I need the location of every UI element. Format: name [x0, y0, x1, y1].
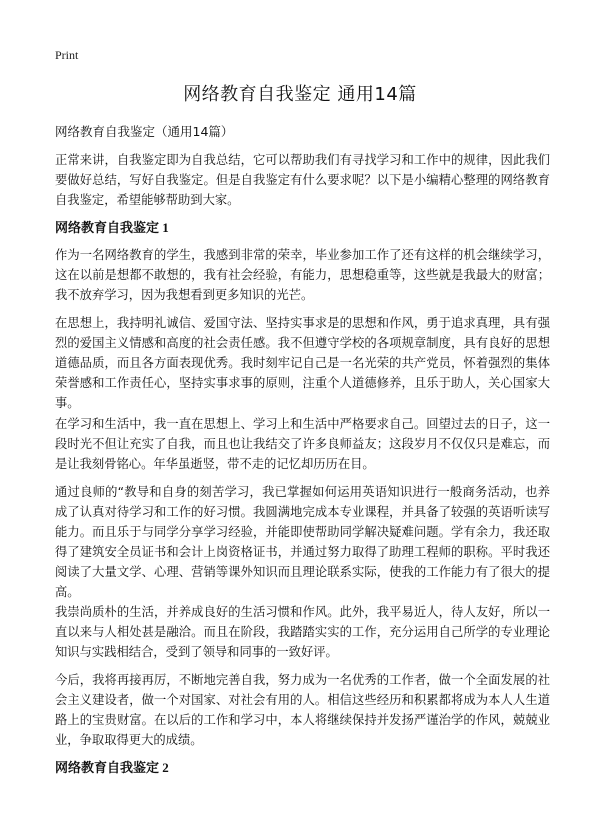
document-subtitle: 网络教育自我鉴定（通用14篇）	[55, 124, 234, 139]
print-link[interactable]: Print	[55, 48, 79, 62]
intro-paragraph: 正常来讲，自我鉴定即为自我总结，它可以帮助我们有寻找学习和工作中的规律，因此我们要做好总结，写好自我鉴定。但是自我鉴定有什么要求呢？以下是小编精心整理的网络教育自我鉴定，希望能够帮助到大家。	[55, 153, 550, 207]
section-1-paragraph-6: 今后，我将再接再厉，不断地完善自我，努力成为一名优秀的工作者，做一个全面发展的社会主义建设者，做一个对国家、对社会有用的人。相信这些经历和积累都将成为本人人生道路上的宝贵财富。在以后的工作和学习中，本人将继续保持并发扬严谨治学的作风，兢兢业业，争取取得更大的成绩。	[55, 673, 550, 747]
page-title: 网络教育自我鉴定 通用14篇	[183, 84, 417, 105]
section-heading-2: 网络教育自我鉴定 2	[55, 760, 169, 775]
section-1-paragraph-1: 作为一名网络教育的学生，我感到非常的荣幸，毕业参加工作了还有这样的机会继续学习，这在以前是想都不敢想的，我有社会经验，有能力，思想稳重等，这些就是我最大的财富；我不放弃学习，因为我想看到更多知识的光芒。	[55, 248, 550, 302]
section-1-paragraph-4: 通过良师的“教导和自身的刻苦学习，我已掌握如何运用英语知识进行一般商务活动，也养成了认真对待学习和工作的好习惯。我圆满地完成本专业课程，并具备了较强的英语听读写能力。而且乐于与同学分享学习经验，并能即使帮助同学解决疑难问题。学有余力，我还取得了建筑安全员证书和会计上岗资格证书，并通过努力取得了助理工程师的职称。平时我还阅读了大量文学、心理、营销等课外知识而且理论联系实际，使我的工作能力有了很大的提高。	[55, 485, 550, 599]
section-1-paragraph-5: 我崇尚质朴的生活，并养成良好的生活习惯和作风。此外，我平易近人，待人友好，所以一直以来与人相处甚是融洽。而且在阶段，我踏踏实实的工作，充分运用自己所学的专业理论知识与实践相结合，受到了领导和同事的一致好评。	[55, 605, 550, 659]
section-1-paragraph-3: 在学习和生活中，我一直在思想上、学习上和生活中严格要求自己。回望过去的日子，这一段时光不但让充实了自我，而且也让我结交了许多良师益友；这段岁月不仅仅只是难忘，而是让我刻骨铭心。年华虽逝竖，带不走的记忆却历历在目。	[55, 417, 550, 471]
section-1-paragraph-2: 在思想上，我持明礼诚信、爱国守法、坚持实事求是的思想和作风，勇于追求真理，具有强烈的爱国主义情感和高度的社会责任感。我不但遵守学校的各项规章制度，具有良好的思想道德品质，而且各方面表现优秀。我时刻牢记自己是一名光荣的共产党员，怀着强烈的集体荣誉感和工作责任心，坚持实事求事的原则，注重个人道德修养，且乐于助人，关心国家大事。	[55, 316, 550, 410]
section-heading-1: 网络教育自我鉴定 1	[55, 220, 169, 235]
